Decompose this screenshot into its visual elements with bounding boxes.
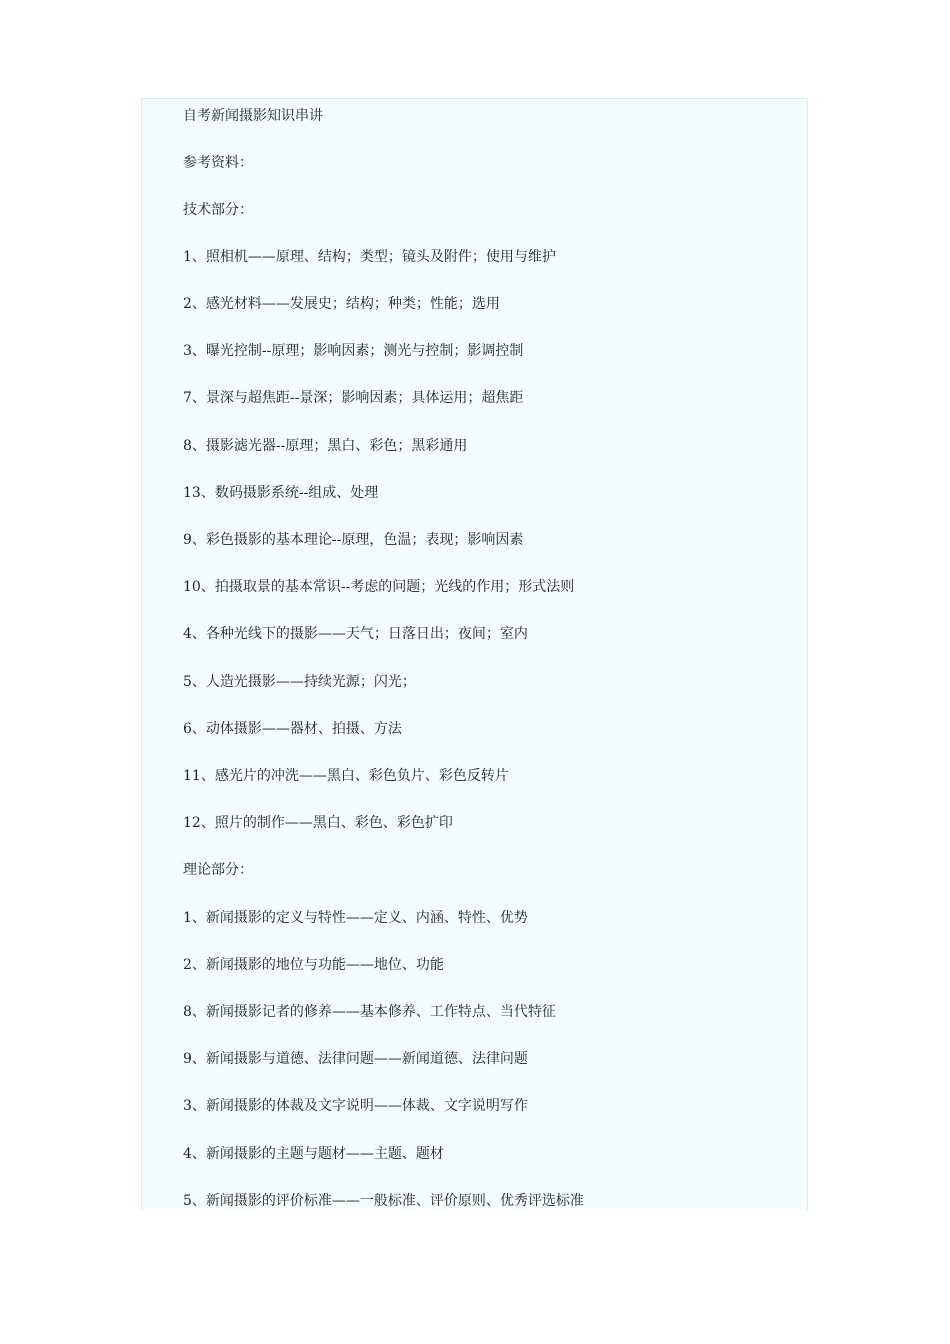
references-label: 参考资料： bbox=[183, 155, 253, 171]
technical-item: 1、照相机——原理、结构；类型；镜头及附件；使用与维护 bbox=[183, 249, 556, 265]
technical-item: 9、彩色摄影的基本理论--原理，色温；表现；影响因素 bbox=[183, 532, 524, 548]
theory-item: 1、新闻摄影的定义与特性——定义、内涵、特性、优势 bbox=[183, 910, 528, 926]
theory-item: 2、新闻摄影的地位与功能——地位、功能 bbox=[183, 957, 444, 973]
technical-item: 7、景深与超焦距--景深；影响因素；具体运用；超焦距 bbox=[183, 390, 524, 406]
technical-item: 11、感光片的冲洗——黑白、彩色负片、彩色反转片 bbox=[183, 768, 509, 784]
theory-item: 4、新闻摄影的主题与题材——主题、题材 bbox=[183, 1146, 444, 1162]
technical-item: 5、人造光摄影——持续光源；闪光； bbox=[183, 674, 416, 690]
technical-item: 6、动体摄影——器材、拍摄、方法 bbox=[183, 721, 402, 737]
theory-heading: 理论部分： bbox=[183, 862, 253, 878]
technical-item: 2、感光材料——发展史；结构；种类；性能；选用 bbox=[183, 296, 500, 312]
technical-item: 4、各种光线下的摄影——天气；日落日出；夜间；室内 bbox=[183, 626, 528, 642]
theory-item: 8、新闻摄影记者的修养——基本修养、工作特点、当代特征 bbox=[183, 1004, 556, 1020]
theory-item: 9、新闻摄影与道德、法律问题——新闻道德、法律问题 bbox=[183, 1051, 528, 1067]
document-panel bbox=[141, 98, 808, 1210]
technical-item: 12、照片的制作——黑白、彩色、彩色扩印 bbox=[183, 815, 453, 831]
technical-item: 8、摄影滤光器--原理；黑白、彩色；黑彩通用 bbox=[183, 438, 468, 454]
document-title: 自考新闻摄影知识串讲 bbox=[183, 108, 323, 124]
technical-item: 13、数码摄影系统--组成、处理 bbox=[183, 485, 379, 501]
technical-item: 10、拍摄取景的基本常识--考虑的问题；光线的作用；形式法则 bbox=[183, 579, 575, 595]
technical-heading: 技术部分： bbox=[183, 202, 253, 218]
theory-item: 5、新闻摄影的评价标准——一般标准、评价原则、优秀评选标准 bbox=[183, 1193, 584, 1209]
theory-item: 3、新闻摄影的体裁及文字说明——体裁、文字说明写作 bbox=[183, 1098, 528, 1114]
technical-item: 3、曝光控制--原理；影响因素；测光与控制；影调控制 bbox=[183, 343, 524, 359]
